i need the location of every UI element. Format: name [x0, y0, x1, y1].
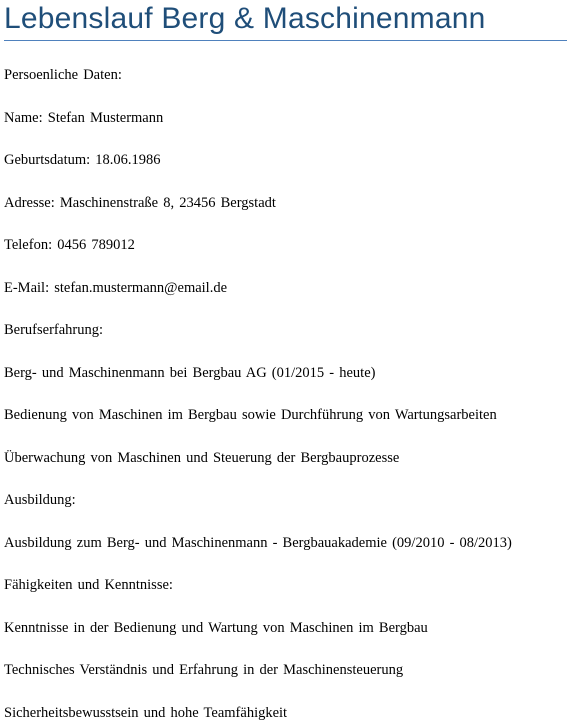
experience-position: Berg- und Maschinenmann bei Bergbau AG (01/2015 - heute) — [4, 365, 376, 381]
personal-name: Name: Stefan Mustermann — [4, 110, 164, 126]
section-heading-skills: Fähigkeiten und Kenntnisse: — [4, 577, 173, 593]
personal-address: Adresse: Maschinenstraße 8, 23456 Bergstadt — [4, 195, 276, 211]
title-underline — [4, 40, 567, 41]
skill-item-2: Technisches Verständnis und Erfahrung in der Maschinensteuerung — [4, 662, 404, 678]
experience-task-2: Überwachung von Maschinen und Steuerung der Bergbauprozesse — [4, 450, 400, 466]
section-heading-education: Ausbildung: — [4, 492, 76, 508]
personal-phone: Telefon: 0456 789012 — [4, 237, 135, 253]
section-heading-personal: Persoenliche Daten: — [4, 67, 122, 83]
education-entry: Ausbildung zum Berg- und Maschinenmann - Bergbauakademie (09/2010 - 08/2013) — [4, 535, 512, 551]
section-heading-experience: Berufserfahrung: — [4, 322, 104, 338]
personal-birthdate: Geburtsdatum: 18.06.1986 — [4, 152, 161, 168]
personal-email: E-Mail: stefan.mustermann@email.de — [4, 280, 228, 296]
document-title: Lebenslauf Berg & Maschinenmann — [4, 2, 486, 35]
skill-item-1: Kenntnisse in der Bedienung und Wartung von Maschinen im Bergbau — [4, 620, 428, 636]
experience-task-1: Bedienung von Maschinen im Bergbau sowie Durchführung von Wartungsarbeiten — [4, 407, 497, 423]
skill-item-3: Sicherheitsbewusstsein und hohe Teamfähigkeit — [4, 705, 288, 721]
